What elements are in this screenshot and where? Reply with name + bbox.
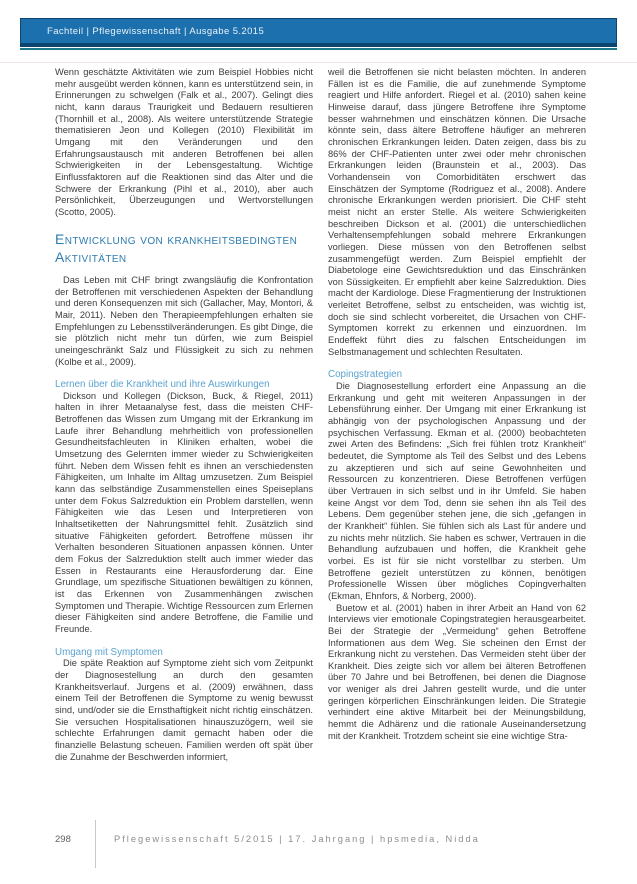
paragraph: Buetow et al. (2001) haben in ihrer Arbeit an Hand von 62 Interviews vier emotionale Copingstrategien herausgearbeitet. Bei der Strategie der „Vermeidung“ gehen Betroffene Informationen aus dem Weg. Sie scheinen den Ernst der Erkrankung nicht zu verstehen. Das Vermeiden steht über der Krankheit. Dies zeigte sich vor allem bei älteren Betroffenen über 70 Jahre und bei Betroffenen, bei denen die Diagnose vor weniger als drei Jahren gestellt wurde, und die unter geringen körperlichen Einschränkungen leiden. Die Strategie verhindert eine aktive Mitarbeit bei der Meinungsbildung, hemmt die Adhärenz und die rationale Auseinandersetzung mit der Krankheit. Trotzdem scheint sie eine wichtige Stra- <box>328 602 586 741</box>
paragraph: weil die Betroffenen sie nicht belasten möchten. In anderen Fällen ist es die Familie, die auf zunehmende Symptome reagiert und Hilfe anfordert. Riegel et al. (2010) sahen keine Hinweise darauf, dass jüngere Betroffene ihre Symptome besser wahrnehmen und einschätzen können. Die Ursache könnte sein, dass ältere Betroffene häufiger an mehreren chronischen Erkrankungen leiden. Daten zeigen, dass bis zu 86% der CHF-Patienten unter zwei oder mehr chronischen Erkrankungen leiden (Braunstein et al., 2003). Das Vorhandensein von Comorbiditäten erschwert das Einschätzen der Symptome (Rodriguez et al., 2008). Andere chronische Erkrankungen werden priorisiert. Die CHF steht meist nicht an erster Stelle. Als weitere Schwierigkeiten beschreiben Dickson et al. (2001) die unterschiedlichen Verhaltensempfehlungen sobald mehrere Erkrankungen vorliegen. Diese müssen von den Betroffenen selbst zusammengefügt werden. Zum Beispiel empfiehlt der Diabetologe eine Gewichtsreduktion und das Einschränken von Süssigkeiten. Er empfiehlt aber keine Salzreduktion. Dies macht der Kardiologe. Diese Fragmentierung der Instruktionen verleitet Betroffene, selbst zu entscheiden, was wichtig ist, doch sie sind schlecht vorbereitet, die Ursachen von CHF-Symptomen korrekt zu erkennen und einzuordnen. Im Endeffekt führt dies zu falschen Entscheidungen im Selbstmanagement und schlechten Resultaten. <box>328 67 586 357</box>
header-bar <box>20 18 617 47</box>
subsection-heading: Lernen über die Krankheit und ihre Auswirkungen <box>55 379 270 391</box>
right-column <box>328 67 586 763</box>
paragraph: Wenn geschätzte Aktivitäten wie zum Beispiel Hobbies nicht mehr ausgeübt werden können, kann es unterstützend sein, in Erinnerungen zu schwelgen (Falk et al., 2007). Gelingt dies nicht, kann daraus Traurigkeit und Bedauern resultieren (Thornhill et al., 2008). Als weitere unterstützende Strategie thematisieren Jeon und Kollegen (2010) Flexibilität im Umgang mit den Veränderungen und den Erfahrungsaustausch mit anderen Betroffenen bei allen Schwierigkeiten in der Lebensgestaltung. Wichtige Einflussfaktoren auf die Reaktionen sind das Alter und die Schwere der Erkrankung (Pihl et al., 2010), aber auch Persönlichkeit, Überzeugungen und Wertvorstellungen (Scotto, 2005). <box>55 67 313 217</box>
paragraph: Die Diagnosestellung erfordert eine Anpassung an die Erkrankung und geht mit weiteren Anpassungen in der Lebensführung einher. Der Umgang mit einer Erkrankung ist abhängig von der psychologischen Anpassung und der psychischen Verfassung. Ekman et al. (2000) beobachteten zwei Arten des Befindens: „Sich frei fühlen trotz Krankheit“ bedeutet, die Symptome als Teil des Selbst und des Lebens zu akzeptieren und sich auf seine Gewohnheiten und Ressourcen zu konzentrieren. Diese Betroffenen verfügen über Vertrauen in sich selbst und in ihr Umfeld. Sie haben keine Angst vor dem Tod, denn sie sehen ihn als Teil des Lebens. Dem gegenüber stehen jene, die sich „gefangen in der Krankheit“ fühlen. Sie fühlen sich als Last für andere und zu nichts mehr nützlich. Sie haben es schwer, Vertrauen in die Behandlung aufzubauen und hoffen, die Krankheit gehe vorbei. Es ist für sie nicht vorstellbar zu sterben. Um Betroffene gezielt unterstützen zu können, benötigen Professionelle Wissen über mögliches Copingverhalten (Ekman, Ehnfors, & Norberg, 2000). <box>328 381 586 601</box>
paragraph: Dickson und Kollegen (Dickson, Buck, & Riegel, 2011) halten in ihrer Metaanalyse fest, dass die meisten CHF-Betroffenen das Wissen zum Umgang mit der Erkrankung im Laufe ihrer Behandlung mehrheitlich von professionellen Gesundheitsfachleuten in Kliniken erhalten, wobei die Umsetzung des Gelernten immer wieder zu Schwierigkeiten führt. Neben dem Wissen fehlt es ihnen an verschiedensten Fähigkeiten, um Inhalte im Alltag umzusetzen. Zum Beispiel kann das selbständige Zusammenstellen eines Speiseplans unter dem Fokus Salzreduktion ein Problem darstellen, wenn Fähigkeiten wie das Lesen und Interpretieren von Inhaltsetiketten der Nahrungsmittel fehlt. Zusätzlich sind situative Fähigkeiten gefordert. Betroffene müssen ihr Verhalten besonderen Situationen anpassen können. Unter dem Fokus der Salzreduktion stellt auch immer wieder das Essen in Restaurants eine Herausforderung dar. Eine Grundlage, um spezifische Situationen bewältigen zu können, ist das Erkennen von Zusammenhängen zwischen Symptomen und Therapie. Wichtige Ressourcen zum Erlernen dieser Fähigkeiten sind andere Betroffene, die Familie und Freunde. <box>55 390 313 634</box>
section-heading: Entwicklung von krankheitsbedingten Aktivitäten <box>55 230 298 265</box>
page-number: 298 <box>55 834 71 845</box>
page-footer <box>55 820 480 868</box>
decorative-rule <box>0 62 637 63</box>
header-accent-line <box>20 48 617 50</box>
paragraph: Die späte Reaktion auf Symptome zieht sich vom Zeitpunkt der Diagnosestellung an durch den gesamten Krankheitsverlauf. Jurgens et al. (2009) erwähnen, dass einem Teil der Betroffenen die Symptome zu wenig bewusst sind, und/oder sie die Ernsthaftigkeit nicht richtig einschätzen. Sie versuchen Hospitalisationen hinauszuzögern, weil sie schlechte Erfahrungen damit gemacht haben oder die finanzielle Belastung scheuen. Familien werden oft spät über die Zunahme der Beschwerden informiert, <box>55 658 313 762</box>
paragraph: Das Leben mit CHF bringt zwangsläufig die Konfrontation der Betroffenen mit verschiedenen Aspekten der Behandlung und deren Konsequenzen mit sich (Gallacher, May, Montori, & Mair, 2011). Neben den Therapieempfehlungen erhalten sie Empfehlungen zu Lebensstilveränderungen. Es gibt Dinge, die sie plötzlich nicht mehr tun dürfen, wie zum Beispiel uneingeschränkt Salz und Flüssigkeit zu sich zu nehmen (Kolbe et al., 2009). <box>55 274 313 367</box>
subsection-heading: Umgang mit Symptomen <box>55 646 163 658</box>
footer-divider <box>95 820 96 868</box>
journal-info: Pflegewissenschaft 5/2015 | 17. Jahrgang | hpsmedia, Nidda <box>114 834 480 844</box>
article-body <box>55 67 586 763</box>
subsection-heading: Copingstrategien <box>328 369 403 381</box>
header-title: Fachteil | Pflegewissenschaft | Ausgabe 5.2015 <box>47 25 265 37</box>
left-column <box>55 67 313 763</box>
